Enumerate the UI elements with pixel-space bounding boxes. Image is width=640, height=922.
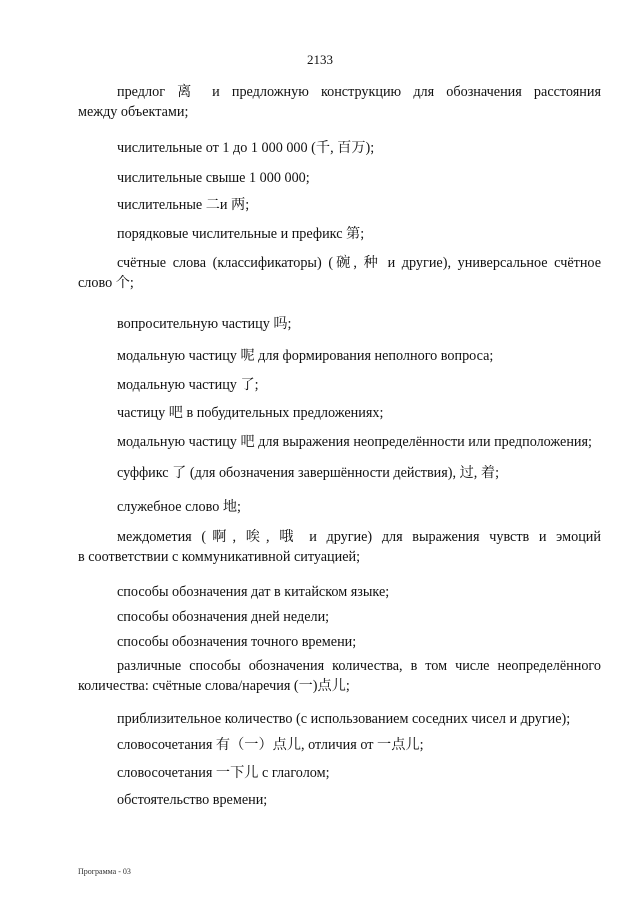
paragraph-first-line: словосочетания 一下儿 с глаголом; (117, 765, 330, 781)
paragraph-first-line: междометия (啊, 唉, 哦 и другие) для выражения чувств и эмоций (117, 529, 601, 545)
paragraph-continuation: количества: счётные слова/наречия (一)点儿; (78, 678, 350, 694)
paragraph-first-line: счётные слова (классификаторы) (碗, 种 и другие), универсальное счётное (117, 255, 601, 271)
paragraph-first-line: различные способы обозначения количества, в том числе неопределённого (117, 658, 601, 674)
paragraph-first-line: служебное слово 地; (117, 499, 241, 515)
paragraph-first-line: словосочетания 有（一）点儿, отличия от 一点儿; (117, 737, 424, 753)
paragraph (78, 497, 601, 517)
paragraph (78, 253, 601, 293)
paragraph (78, 463, 601, 483)
paragraph-first-line: суффикс 了 (для обозначения завершённости действия), 过, 着; (117, 465, 500, 481)
paragraph (78, 314, 601, 334)
paragraph-continuation: слово 个; (78, 275, 134, 291)
footer-note: Программа - 03 (78, 867, 131, 876)
paragraph-first-line: частицу 吧 в побудительных предложениях; (117, 405, 384, 421)
paragraph (78, 709, 601, 729)
paragraph (78, 375, 601, 395)
paragraph (78, 656, 601, 696)
paragraph-first-line: способы обозначения дат в китайском языке; (117, 584, 390, 600)
paragraph (78, 138, 601, 158)
paragraph-first-line: числительные свыше 1 000 000; (117, 170, 310, 186)
paragraph-first-line: числительные 二и 两; (117, 197, 250, 213)
paragraph (78, 527, 601, 567)
paragraph-first-line: способы обозначения точного времени; (117, 634, 357, 650)
paragraph-first-line: модальную частицу 了; (117, 377, 259, 393)
paragraph (78, 790, 601, 810)
paragraph-continuation: между объектами; (78, 104, 189, 120)
paragraph (78, 632, 601, 652)
paragraph (78, 582, 601, 602)
paragraph (78, 735, 601, 755)
paragraph-first-line: обстоятельство времени; (117, 792, 268, 808)
paragraph (78, 346, 601, 366)
paragraph (78, 195, 601, 215)
paragraph-first-line: порядковые числительные и префикс 第; (117, 226, 365, 242)
paragraph-first-line: предлог 离 и предложную конструкцию для обозначения расстояния (117, 84, 601, 100)
paragraph (78, 224, 601, 244)
paragraph (78, 432, 601, 452)
paragraph-first-line: способы обозначения дней недели; (117, 609, 330, 625)
paragraph-first-line: числительные от 1 до 1 000 000 (千, 百万); (117, 140, 375, 156)
paragraph-continuation: в соответствии с коммуникативной ситуацией; (78, 549, 361, 565)
paragraph-first-line: модальную частицу 呢 для формирования неполного вопроса; (117, 348, 494, 364)
paragraph-first-line: приблизительное количество (с использованием соседних чисел и другие); (117, 711, 571, 727)
paragraph (78, 168, 601, 188)
page-number: 2133 (307, 52, 333, 67)
paragraph (78, 82, 601, 122)
paragraph (78, 607, 601, 627)
paragraph-first-line: модальную частицу 吧 для выражения неопределённости или предположения; (117, 434, 592, 450)
paragraph (78, 763, 601, 783)
paragraph-first-line: вопросительную частицу 吗; (117, 316, 292, 332)
paragraph (78, 403, 601, 423)
